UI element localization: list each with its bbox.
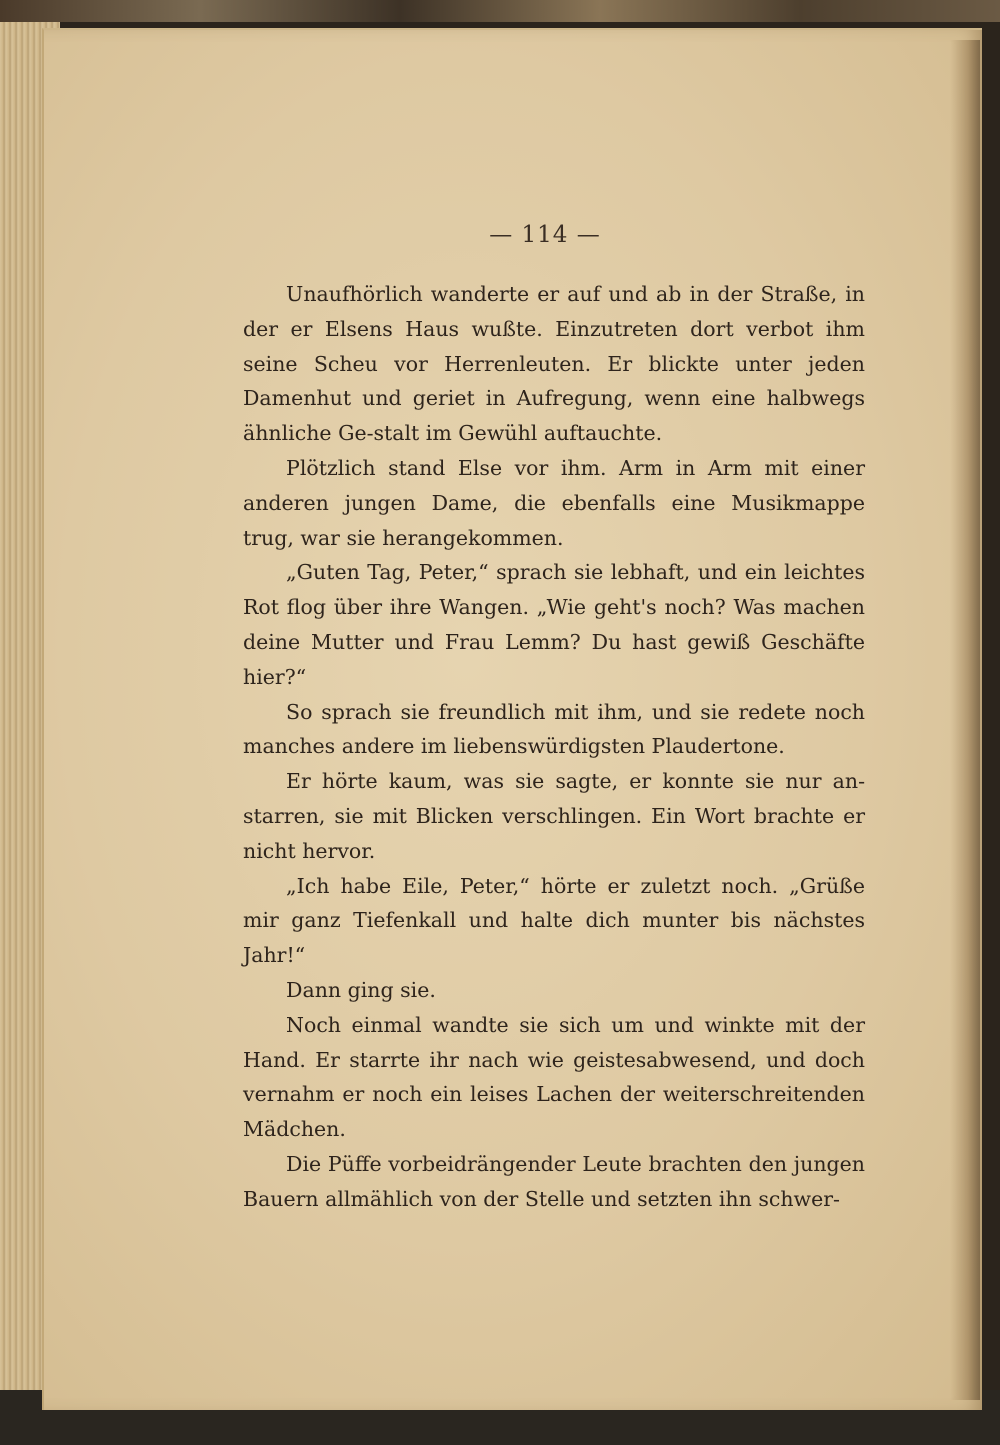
paragraph: „Ich habe Eile, Peter,“ hörte er zuletzt noch. „Grüße mir ganz Tiefenkall und halte dich munter bis nächstes Jahr!“ — [243, 873, 865, 968]
page-number: — 114 — — [489, 222, 601, 248]
paragraph: Dann ging sie. — [286, 977, 436, 1002]
paragraph: Plötzlich stand Else vor ihm. Arm in Arm mit einer anderen jungen Dame, die ebenfalls eine Musikmappe trug, war sie herangekommen. — [243, 455, 865, 550]
book-binding-top — [0, 0, 1000, 22]
paragraph: So sprach sie freundlich mit ihm, und sie redete noch manches andere im liebenswürdigsten Plaudertone. — [243, 699, 865, 759]
paragraph: Noch einmal wandte sie sich um und winkte mit der Hand. Er starrte ihr nach wie geistesabwesend, und doch vernahm er noch ein leises Lachen der weiterschreitenden Mädchen. — [243, 1012, 865, 1142]
paragraph: „Guten Tag, Peter,“ sprach sie lebhaft, und ein leichtes Rot flog über ihre Wangen. „Wie geht's noch? Was machen deine Mutter und Frau Lemm? Du hast gewiß Geschäfte hier?“ — [243, 560, 865, 689]
paragraph: Unaufhörlich wanderte er auf und ab in der Straße, in der er Elsens Haus wußte. Einzutreten dort verbot ihm seine Scheu vor Herrenleuten. Er blickte unter jeden Damenhut und geriet in Aufregung, wenn eine halbwegs ähnliche Ge-stalt im Gewühl auftauchte. — [243, 282, 865, 446]
page-text — [243, 277, 865, 1217]
paragraph: Er hörte kaum, was sie sagte, er konnte sie nur an-starren, sie mit Blicken verschlingen. Ein Wort brachte er nicht hervor. — [243, 769, 865, 863]
paragraph: Die Püffe vorbeidrängender Leute brachten den jungen Bauern allmählich von der Stelle und setzten ihn schwer- — [243, 1151, 865, 1211]
